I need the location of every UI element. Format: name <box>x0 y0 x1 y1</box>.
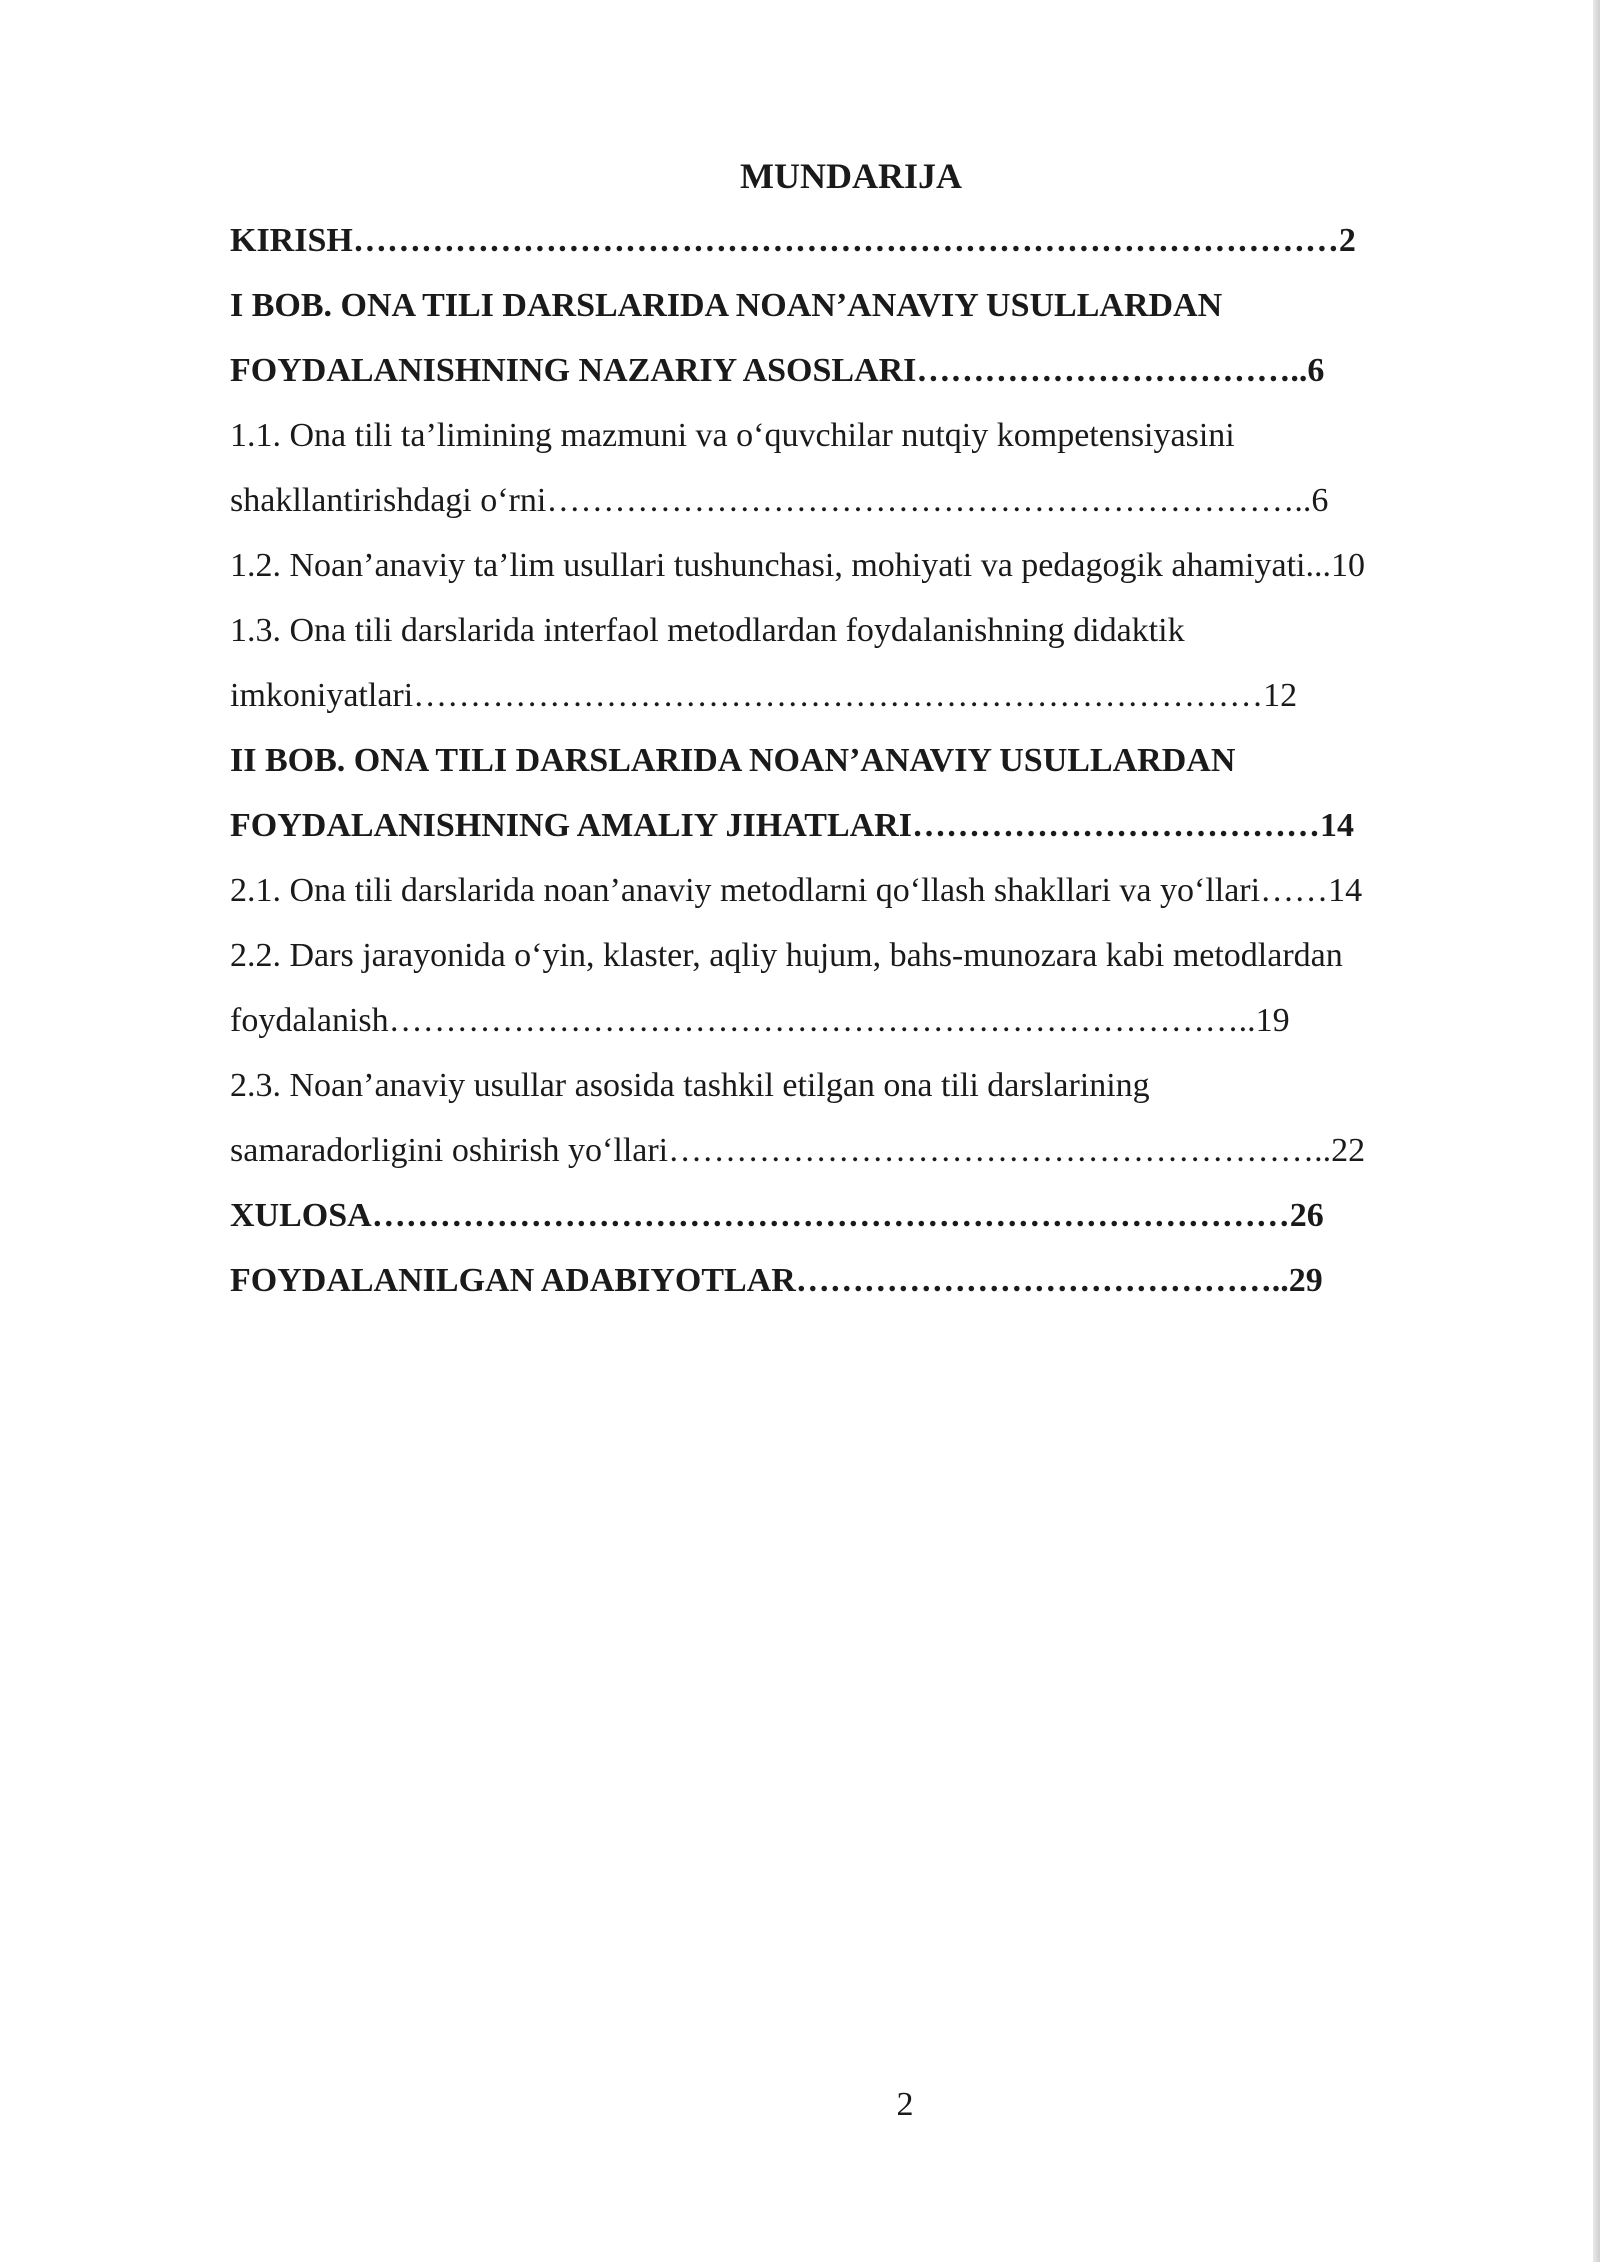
toc-entry-chapter-2-cont: FOYDALANISHNING AMALIY JIHATLARI………………………………14 <box>230 807 1354 844</box>
toc-entry-section-2-2: 2.2. Dars jarayonida o‘yin, klaster, aqliy hujum, bahs-munozara kabi metodlardan <box>230 937 1343 974</box>
toc-entry-section-1-3-cont: imkoniyatlari…………………………………………………………………12 <box>230 677 1298 714</box>
toc-entry-section-2-3-cont: samaradorligini oshirish yo‘llari…………………………………………………..22 <box>230 1132 1366 1169</box>
toc-entry-chapter-2: II BOB. ONA TILI DARSLARIDA NOAN’ANAVIY USULLARDAN <box>230 742 1236 779</box>
toc-title: MUNDARIJA <box>740 156 962 196</box>
toc-entry-kirish: KIRISH……………………………………………………………………………2 <box>230 222 1356 259</box>
toc-entry-section-1-2: 1.2. Noan’anaviy ta’lim usullari tushunchasi, mohiyati va pedagogik ahamiyati...10 <box>230 547 1365 584</box>
toc-entry-section-2-3: 2.3. Noan’anaviy usullar asosida tashkil etilgan ona tili darslarining <box>230 1067 1150 1104</box>
toc-entry-section-2-2-cont: foydalanish…………………………………………………………………..19 <box>230 1002 1290 1039</box>
toc-entry-section-1-1: 1.1. Ona tili ta’limining mazmuni va o‘quvchilar nutqiy kompetensiyasini <box>230 417 1235 454</box>
toc-entry-section-1-3: 1.3. Ona tili darslarida interfaol metodlardan foydalanishning didaktik <box>230 612 1185 649</box>
page-edge-shadow <box>1593 0 1600 2262</box>
toc-entry-section-2-1: 2.1. Ona tili darslarida noan’anaviy metodlarni qo‘llash shakllari va yo‘llari……14 <box>230 872 1363 909</box>
toc-entry-chapter-1-cont: FOYDALANISHNING NAZARIY ASOSLARI……………………………..6 <box>230 352 1325 389</box>
page-number: 2 <box>896 2086 914 2123</box>
toc-entry-chapter-1: I BOB. ONA TILI DARSLARIDA NOAN’ANAVIY USULLARDAN <box>230 287 1223 324</box>
toc-entry-xulosa: XULOSA………………………………………………………………………26 <box>230 1197 1324 1234</box>
toc-entry-section-1-1-cont: shakllantirishdagi o‘rni…………………………………………………………..6 <box>230 482 1329 519</box>
toc-entry-adabiyotlar: FOYDALANILGAN ADABIYOTLAR……………………………………..29 <box>230 1262 1323 1299</box>
table-of-contents <box>230 216 1486 1321</box>
